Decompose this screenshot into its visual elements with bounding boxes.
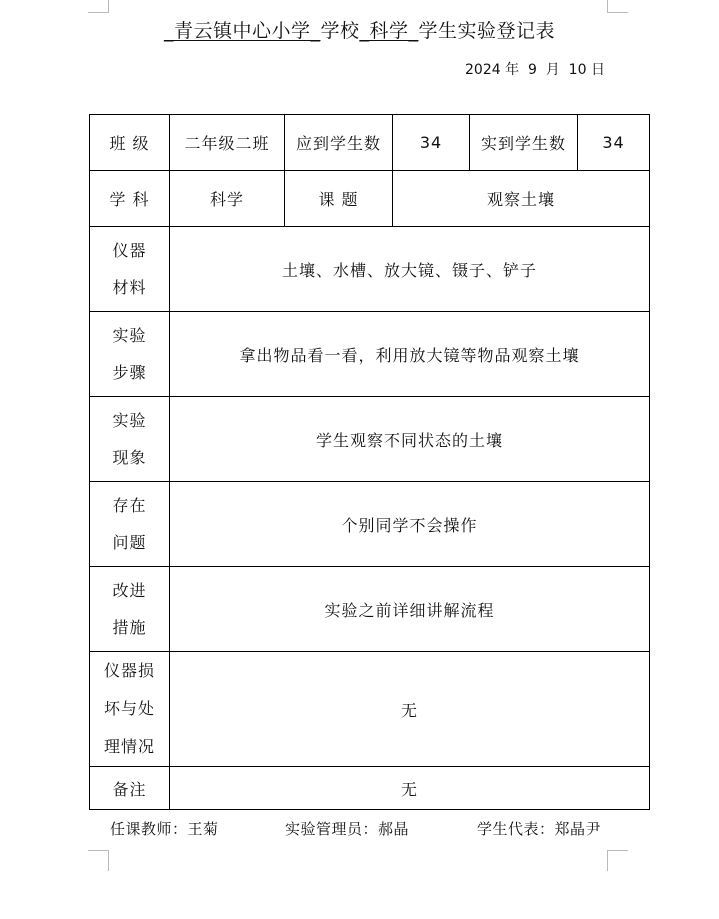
- table-row: [90, 312, 650, 397]
- damage-label-line-2: 坏与处: [103, 699, 155, 718]
- damage-label-line-3: 理情况: [103, 737, 155, 756]
- improvement-value: 实验之前详细讲解流程: [170, 567, 650, 652]
- table-row: [90, 227, 650, 312]
- school-name: _青云镇中心小学_: [163, 20, 321, 42]
- damage-label: [90, 652, 170, 767]
- table-row: [90, 652, 650, 767]
- subject-label: 学 科: [90, 171, 170, 227]
- table-row: [90, 115, 650, 171]
- table-row: [90, 171, 650, 227]
- materials-label-line-1: 仪器: [112, 241, 147, 260]
- problems-label: [90, 482, 170, 567]
- steps-label: [90, 312, 170, 397]
- table-row: [90, 397, 650, 482]
- problems-value: 个别同学不会操作: [170, 482, 650, 567]
- subject-name: _科学_: [359, 20, 419, 42]
- teacher-signature: 任课教师：王菊: [110, 820, 219, 838]
- expected-count-value: 34: [393, 115, 470, 171]
- phenomenon-label-line-2: 现象: [112, 448, 147, 467]
- crop-mark-top-right: [607, 0, 628, 13]
- crop-mark-bottom-right: [607, 850, 628, 871]
- damage-value: 无: [170, 652, 650, 767]
- phenomenon-value: 学生观察不同状态的土壤: [170, 397, 650, 482]
- topic-value: 观察土壤: [393, 171, 650, 227]
- improvement-label-line-1: 改进: [112, 581, 147, 600]
- table-row: [90, 767, 650, 810]
- steps-label-line-2: 步骤: [112, 363, 147, 382]
- problems-label-line-1: 存在: [112, 496, 147, 515]
- topic-label: 课 题: [285, 171, 393, 227]
- record-date: 2024 年 9 月 10 日: [465, 62, 605, 78]
- page-title: [0, 16, 719, 43]
- materials-label: [90, 227, 170, 312]
- expected-count-label: 应到学生数: [285, 115, 393, 171]
- title-suffix: 学生实验登记表: [418, 20, 556, 42]
- school-suffix: 学校: [320, 20, 360, 42]
- actual-count-value: 34: [578, 115, 650, 171]
- actual-count-label: 实到学生数: [470, 115, 578, 171]
- experiment-record-table: [89, 114, 650, 810]
- student-representative: 学生代表：郑晶尹: [477, 820, 602, 838]
- damage-label-line-1: 仪器损: [103, 661, 155, 680]
- class-value: 二年级二班: [170, 115, 285, 171]
- materials-value: 土壤、水槽、放大镜、镊子、铲子: [170, 227, 650, 312]
- phenomenon-label-line-1: 实验: [112, 411, 147, 430]
- table-row: [90, 567, 650, 652]
- phenomenon-label: [90, 397, 170, 482]
- notes-value: 无: [170, 767, 650, 810]
- crop-mark-bottom-left: [88, 850, 109, 871]
- class-label: 班 级: [90, 115, 170, 171]
- manager-signature: 实验管理员：郝晶: [285, 820, 410, 838]
- materials-label-line-2: 材料: [112, 278, 147, 297]
- table-row: [90, 482, 650, 567]
- notes-label: 备注: [90, 767, 170, 810]
- crop-mark-top-left: [88, 0, 109, 13]
- problems-label-line-2: 问题: [112, 533, 147, 552]
- improvement-label-line-2: 措施: [112, 618, 147, 637]
- improvement-label: [90, 567, 170, 652]
- steps-value: 拿出物品看一看，利用放大镜等物品观察土壤: [170, 312, 650, 397]
- subject-value: 科学: [170, 171, 285, 227]
- steps-label-line-1: 实验: [112, 326, 147, 345]
